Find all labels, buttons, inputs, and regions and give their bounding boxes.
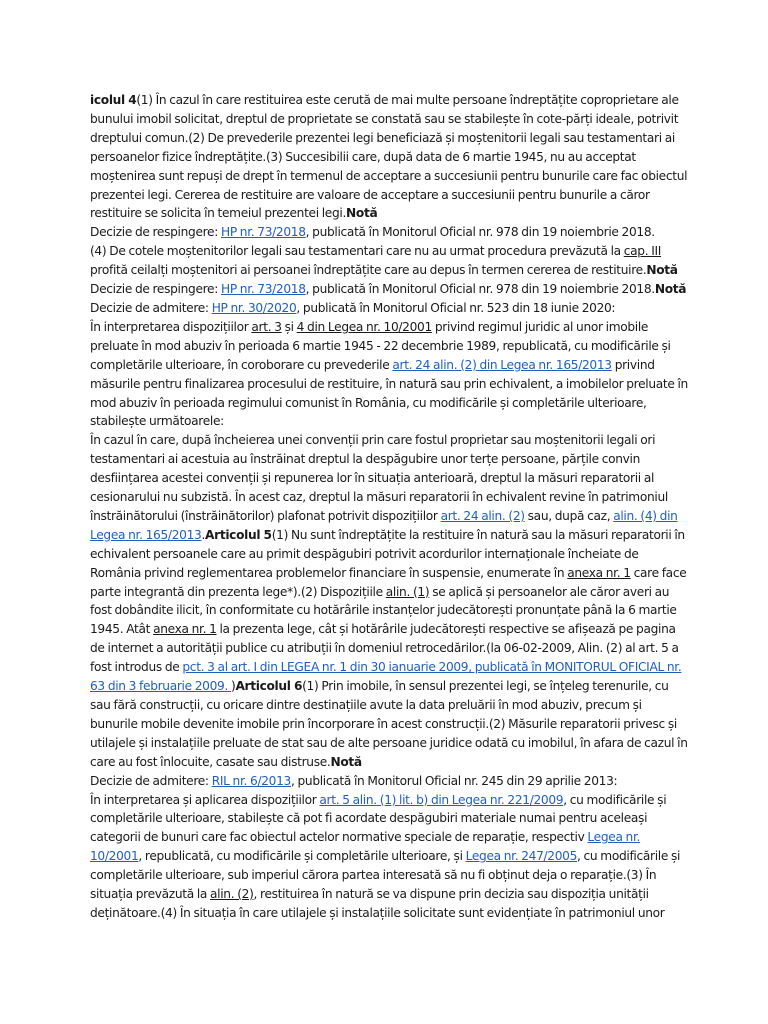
internal-reference-link[interactable]: 4 din Legea nr. 10/2001	[296, 319, 432, 334]
legal-reference-link[interactable]: alin. (4) din Legea nr. 165/2013	[90, 508, 678, 542]
internal-reference-link[interactable]: anexa nr. 1	[153, 622, 217, 637]
text-segment: , republicată, cu modificările și completările ulterioare, și	[138, 849, 466, 864]
text-segment: , publicată în Monitorul Oficial nr. 978 din 19 noiembrie 2018.	[305, 225, 655, 240]
legal-reference-link[interactable]: Legea nr. 247/2005	[465, 849, 578, 864]
internal-reference-link[interactable]: art. 3	[251, 319, 282, 334]
internal-reference-link[interactable]: anexa nr. 1	[567, 565, 631, 580]
legal-reference-link[interactable]: art. 5 alin. (1) lit. b) din Legea nr. 221/2009	[319, 792, 564, 807]
text-segment: )	[231, 679, 236, 694]
text-segment: profită ceilalți moștenitori ai persoanei îndreptățite care au depus în termen cererea de restituire.	[90, 263, 647, 278]
text-segment: și	[281, 319, 297, 334]
text-segment: , cu modificările și completările ulterioare, sub imperiul cărora partea interesată să nu fi obținut deja o reparație.(3) În situația prevăzută la	[90, 849, 681, 902]
legal-reference-link[interactable]: art. 24 alin. (2) din Legea nr. 165/2013	[392, 357, 612, 372]
internal-reference-link[interactable]: cap. III	[623, 244, 662, 259]
paragraph	[90, 280, 690, 299]
text-segment: sau, după caz,	[524, 508, 614, 523]
paragraph	[90, 431, 690, 771]
paragraph	[90, 242, 690, 280]
legal-reference-link[interactable]: art. 24 alin. (2)	[440, 508, 525, 523]
paragraph	[90, 91, 690, 223]
text-segment: Decizie de respingere:	[90, 282, 221, 297]
text-segment: , publicată în Monitorul Oficial nr. 978 din 19 noiembrie 2018.	[305, 282, 655, 297]
text-segment: (1) Prin imobile, în sensul prezentei legi, se înțeleg terenurile, cu sau fără construcții, cu oricare dintre destinațiile avute la data preluării în mod abuziv, precum și bunurile mobile devenite imobile prin încorporare în acest construcții.(2) Măsurile reparatorii privesc și utilajele și instalațiile preluate de stat sau de alte persoane juridice odată cu imobilul, în afara de cazul în care au fost înlocuite, casate sau distruse.	[90, 679, 688, 769]
text-segment: .	[201, 527, 206, 542]
paragraph	[90, 223, 690, 242]
text-segment: (1) În cazul în care restituirea este cerută de mai multe persoane îndreptățite coproprietare ale bunului imobil solicitat, dreptul de proprietate se constată sau se stabilește în cote-părți ideale, potrivit dreptului comun.(2) De prevederile prezentei legi beneficiază și moștenitorii legali sau testamentari ai persoanelor fizice îndreptățite.(3) Succesibilii care, după data de 6 martie 1945, nu au acceptat moștenirea sunt repuși de drept în termenul de acceptare a succesiunii pentru bunurile care fac obiectul prezentei legi. Cererea de restituire are valoare de acceptare a succesiunii pentru bunurile a căror restituire se solicita în temeiul prezentei legi.	[90, 93, 688, 221]
text-segment: , restituirea în natură se va dispune prin decizia sau dispoziția unității deținătoare.(4) În situația în care utilajele și instalațiile solicitate sunt evidențiate în patrimoniul unor	[90, 887, 665, 920]
legal-reference-link[interactable]: pct. 3 al art. I din LEGEA nr. 1 din 30 ianuarie 2009, publicată în MONITORUL OFICIAL nr. 63 din 3 februarie 2009.	[90, 660, 682, 694]
bold-heading: Notă	[330, 754, 362, 769]
paragraph	[90, 318, 690, 431]
bold-heading: icolul 4	[90, 93, 137, 107]
legal-reference-link[interactable]: Legea nr. 10/2001	[90, 830, 641, 864]
document-body	[90, 91, 690, 923]
text-segment: privind regimul juridic al unor imobile preluate în mod abuziv în perioada 6 martie 1945 - 22 decembrie 1989, republicată, cu modificările și completările ulterioare, în coroborare cu prevederile	[90, 319, 671, 372]
paragraph	[90, 772, 690, 791]
bold-heading: Notă	[654, 282, 687, 297]
legal-reference-link[interactable]: RIL nr. 6/2013	[211, 773, 291, 788]
bold-heading: Articolul 6	[235, 679, 303, 694]
internal-reference-link[interactable]: alin. (1)	[385, 584, 430, 599]
text-segment: În interpretarea dispozițiilor	[90, 319, 252, 334]
text-segment: , publicată în Monitorul Oficial nr. 245 din 29 aprilie 2013:	[290, 773, 618, 788]
bold-heading: Articolul 5	[205, 527, 272, 542]
bold-heading: Notă	[346, 206, 378, 221]
bold-heading: Notă	[646, 263, 678, 278]
text-segment: privind măsurile pentru finalizarea procesului de restituire, în natură sau prin echivalent, a imobilelor preluate în mod abuziv în perioada regimului comunist în România, cu modificările și completările ulterioare, stabilește următoarele:	[90, 357, 688, 429]
paragraph	[90, 791, 690, 923]
text-segment: la prezenta lege, cât și hotărârile judecătorești respective se afișează pe pagina de internet a autorității publice cu atribuții în domeniul retrocedărilor.(la 06-02-2009, Alin. (2) al art. 5 a fost introdus de	[90, 622, 679, 675]
legal-reference-link[interactable]: HP nr. 30/2020	[211, 300, 297, 315]
text-segment: , cu modificările și completările ulterioare, stabilește că pot fi acordate despăgubiri materiale numai pentru aceleași categorii de bunuri care fac obiectul actelor normative speciale de reparație, respectiv	[90, 792, 667, 845]
text-segment: (1) Nu sunt îndreptățite la restituire în natură sau la măsuri reparatorii în echivalent persoanele care au primit despăgubiri potrivit acordurilor internaționale încheiate de România privind reglementarea problemelor financiare în suspensie, enumerate în	[90, 527, 685, 580]
text-segment: Decizie de respingere:	[90, 225, 221, 240]
text-segment: care face parte integrantă din prezenta lege*).(2) Dispozițiile	[90, 565, 687, 599]
legal-reference-link[interactable]: HP nr. 73/2018	[220, 225, 306, 240]
internal-reference-link[interactable]: alin. (2)	[210, 887, 254, 902]
text-segment: În cazul în care, după încheierea unei convenții prin care fostul proprietar sau moștenitorii legali ori testamentari ai acestuia au înstrăinat dreptul la despăgubire unor terțe persoane, părțile convin desființarea acestei convenții și repunerea lor în situația anterioară, dreptul la măsuri reparatorii al cesionarului nu subzistă. În acest caz, dreptul la măsuri reparatorii în echivalent revine în patrimoniul înstrăinătorului (înstrăinătorilor) plafonat potrivit dispozițiilor	[90, 433, 668, 523]
legal-reference-link[interactable]: HP nr. 73/2018	[220, 282, 306, 297]
text-segment: În interpretarea și aplicarea dispozițiilor	[90, 792, 320, 807]
text-segment: se aplică și persoanelor ale căror averi au fost dobândite ilicit, în conformitate cu hotărârile instanțelor judecătorești pronunțate până la 6 martie 1945. Atât	[90, 584, 677, 637]
text-segment: (4) De cotele moștenitorilor legali sau testamentari care nu au urmat procedura prevăzută la	[90, 244, 624, 259]
paragraph	[90, 299, 690, 318]
text-segment: Decizie de admitere:	[90, 773, 212, 788]
text-segment: , publicată în Monitorul Oficial nr. 523 din 18 iunie 2020:	[296, 300, 616, 315]
text-segment: Decizie de admitere:	[90, 300, 212, 315]
